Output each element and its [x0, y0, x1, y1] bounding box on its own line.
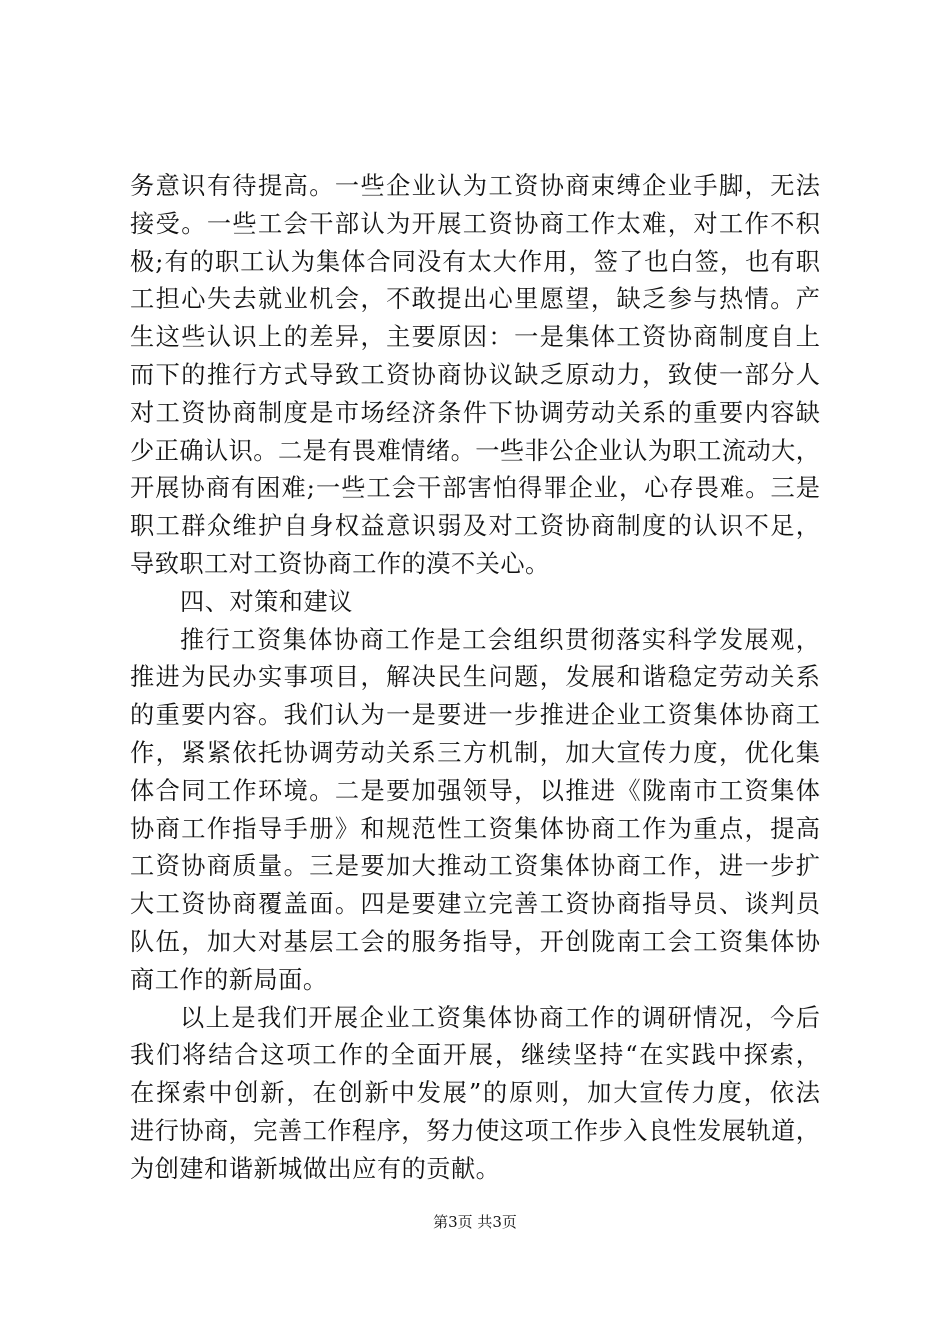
page-footer: 第3页 共3页: [433, 1213, 517, 1231]
text-line: 的重要内容。我们认为一是要进一步推进企业工资集体协商工: [130, 701, 820, 730]
text-line: 以上是我们开展企业工资集体协商工作的调研情况，今后: [180, 1003, 820, 1032]
text-line: 协商工作指导手册》和规范性工资集体协商工作为重点，提高: [130, 814, 820, 843]
text-line: 极;有的职工认为集体合同没有太大作用，签了也白签，也有职: [130, 247, 820, 276]
text-line: 进行协商，完善工作程序，努力使这项工作步入良性发展轨道，: [130, 1116, 820, 1145]
text-line: 工资协商质量。三是要加大推动工资集体协商工作，进一步扩: [130, 852, 820, 881]
text-line: 生这些认识上的差异，主要原因：一是集体工资协商制度自上: [130, 323, 820, 352]
text-line: 而下的推行方式导致工资协商协议缺乏原动力，致使一部分人: [130, 360, 820, 389]
text-line: 少正确认识。二是有畏难情绪。一些非公企业认为职工流动大，: [130, 436, 820, 465]
text-line: 职工群众维护自身权益意识弱及对工资协商制度的认识不足，: [130, 512, 820, 541]
text-line: 商工作的新局面。: [130, 965, 328, 994]
text-line: 推进为民办实事项目，解决民生问题，发展和谐稳定劳动关系: [130, 663, 820, 692]
text-line: 推行工资集体协商工作是工会组织贯彻落实科学发展观，: [180, 625, 820, 654]
text-line: 体合同工作环境。二是要加强领导，以推进《陇南市工资集体: [130, 776, 820, 805]
section-heading: 四、对策和建议: [180, 587, 353, 616]
text-line: 在探索中创新，在创新中发展”的原则，加大宣传力度，依法: [130, 1079, 820, 1108]
text-line: 对工资协商制度是市场经济条件下协调劳动关系的重要内容缺: [130, 398, 820, 427]
text-line: 导致职工对工资协商工作的漠不关心。: [130, 549, 550, 578]
body-text: [130, 168, 820, 1189]
text-line: 作，紧紧依托协调劳动关系三方机制，加大宣传力度，优化集: [130, 738, 820, 767]
text-line: 接受。一些工会干部认为开展工资协商工作太难，对工作不积: [130, 209, 820, 238]
text-line: 开展协商有困难;一些工会干部害怕得罪企业，心存畏难。三是: [130, 474, 820, 503]
text-line: 工担心失去就业机会，不敢提出心里愿望，缺乏参与热情。产: [130, 285, 820, 314]
text-line: 为创建和谐新城做出应有的贡献。: [130, 1154, 501, 1183]
text-line: 务意识有待提高。一些企业认为工资协商束缚企业手脚，无法: [130, 172, 820, 200]
text-line: 我们将结合这项工作的全面开展，继续坚持“在实践中探索，: [130, 1041, 820, 1070]
text-line: 队伍，加大对基层工会的服务指导，开创陇南工会工资集体协: [130, 927, 820, 956]
text-line: 大工资协商覆盖面。四是要建立完善工资协商指导员、谈判员: [130, 890, 820, 919]
